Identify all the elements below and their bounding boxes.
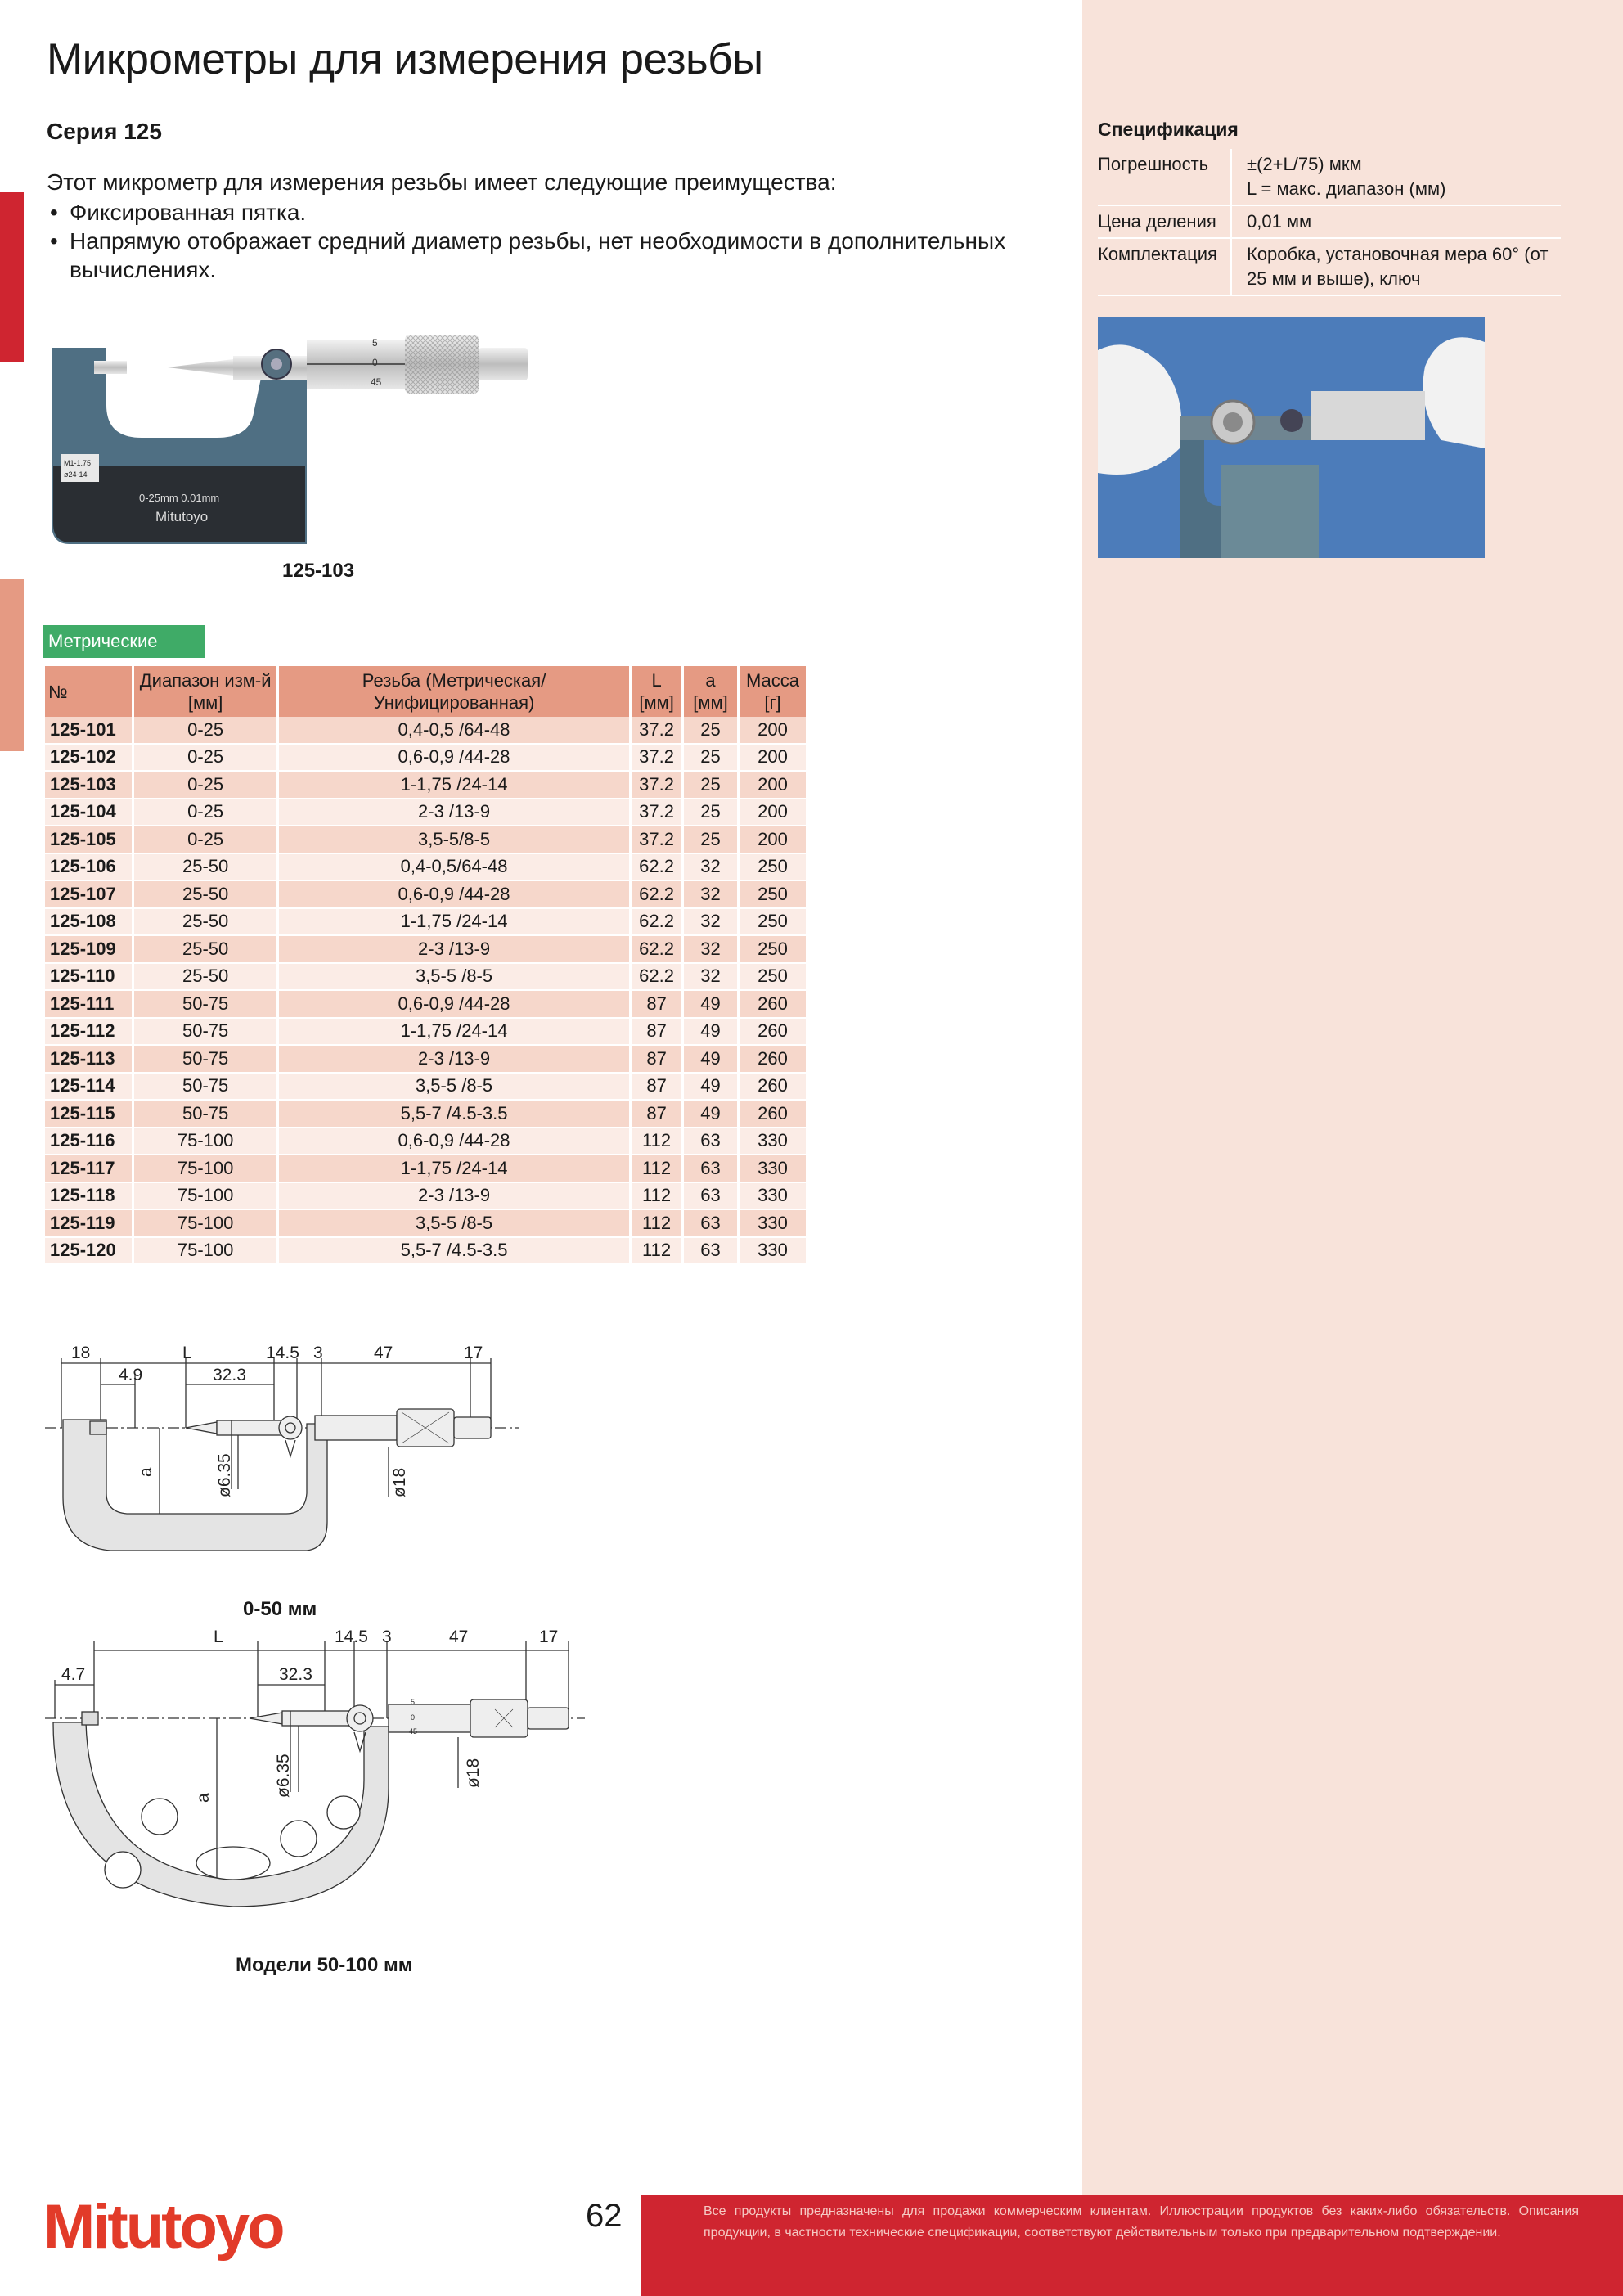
cell-a: 63 — [683, 1237, 739, 1265]
dim-label: ø18 — [464, 1758, 483, 1788]
table-row — [45, 990, 807, 1018]
cell-L: 112 — [631, 1237, 683, 1265]
dim-label: 17 — [539, 1627, 559, 1646]
intro-lead: Этот микрометр для измерения резьбы имеет следующие преимущества: — [47, 169, 837, 195]
advantage-item: • Фиксированная пятка. — [47, 198, 1053, 227]
header-thread: Резьба (Метрическая/ Унифицированная) — [278, 666, 631, 717]
cell-range: 75-100 — [133, 1128, 278, 1155]
table-row — [45, 771, 807, 799]
cell-part-no: 125-120 — [45, 1237, 133, 1265]
cell-range: 25-50 — [133, 963, 278, 991]
left-accent-bar-red — [0, 192, 24, 362]
thimble-mark: 0 — [372, 357, 378, 368]
cell-thread: 5,5-7 /4.5-3.5 — [278, 1237, 631, 1265]
spec-table — [1098, 149, 1561, 296]
cell-L: 37.2 — [631, 744, 683, 772]
cell-L: 37.2 — [631, 799, 683, 826]
frame-brand: Mitutoyo — [155, 509, 209, 524]
thimble-mark: 5 — [372, 337, 378, 349]
table-row — [45, 1237, 807, 1265]
product-table — [45, 666, 808, 1265]
dim-label: ø6.35 — [274, 1754, 293, 1798]
advantage-item: • Напрямую отображает средний диаметр резьбы, нет необходимости в дополнительных вычислениях. — [47, 227, 1053, 284]
cell-a: 49 — [683, 1100, 739, 1128]
cell-part-no: 125-106 — [45, 853, 133, 881]
table-row — [45, 1018, 807, 1046]
cell-range: 0-25 — [133, 744, 278, 772]
cell-mass: 250 — [739, 908, 807, 936]
dim-label: 17 — [464, 1344, 483, 1362]
thimble-mark: 45 — [409, 1727, 418, 1736]
table-row — [45, 908, 807, 936]
series-subtitle: Серия 125 — [47, 119, 162, 144]
page-number: 62 — [586, 2198, 623, 2234]
spec-key: Цена деления — [1098, 205, 1231, 238]
advantages-list — [47, 198, 1053, 284]
cell-L: 87 — [631, 990, 683, 1018]
cell-thread: 2-3 /13-9 — [278, 1182, 631, 1210]
drawing-caption: 0-50 мм — [243, 1598, 317, 1620]
cell-L: 37.2 — [631, 826, 683, 853]
dim-label: 4.7 — [61, 1665, 86, 1684]
cell-range: 25-50 — [133, 853, 278, 881]
cell-part-no: 125-112 — [45, 1018, 133, 1046]
cell-mass: 250 — [739, 935, 807, 963]
spec-row — [1098, 149, 1561, 205]
spec-title: Спецификация — [1098, 119, 1239, 140]
cell-a: 32 — [683, 908, 739, 936]
cell-range: 75-100 — [133, 1155, 278, 1182]
cell-mass: 200 — [739, 744, 807, 772]
drawing-50-100 — [45, 1624, 585, 1947]
cell-a: 25 — [683, 744, 739, 772]
cell-thread: 0,6-0,9 /44-28 — [278, 744, 631, 772]
cell-L: 112 — [631, 1128, 683, 1155]
header-mass: Масса [г] — [739, 666, 807, 717]
cell-mass: 250 — [739, 880, 807, 908]
cell-part-no: 125-115 — [45, 1100, 133, 1128]
cell-range: 50-75 — [133, 1073, 278, 1101]
cell-L: 37.2 — [631, 771, 683, 799]
dim-label: ø18 — [390, 1467, 409, 1497]
cell-mass: 260 — [739, 1018, 807, 1046]
cell-part-no: 125-109 — [45, 935, 133, 963]
cell-a: 49 — [683, 990, 739, 1018]
table-row — [45, 1209, 807, 1237]
cell-mass: 330 — [739, 1128, 807, 1155]
cell-mass: 260 — [739, 990, 807, 1018]
cell-part-no: 125-111 — [45, 990, 133, 1018]
table-row — [45, 799, 807, 826]
cell-thread: 5,5-7 /4.5-3.5 — [278, 1100, 631, 1128]
cell-range: 50-75 — [133, 990, 278, 1018]
spec-value — [1231, 205, 1561, 238]
cell-L: 87 — [631, 1073, 683, 1101]
cell-L: 87 — [631, 1045, 683, 1073]
cell-thread: 3,5-5 /8-5 — [278, 1073, 631, 1101]
table-header-row — [45, 666, 807, 717]
cell-L: 112 — [631, 1182, 683, 1210]
cell-thread: 3,5-5/8-5 — [278, 826, 631, 853]
usage-photo — [1098, 317, 1485, 558]
drawing-0-50 — [45, 1334, 519, 1596]
dim-label: 14.5 — [335, 1627, 368, 1646]
cell-part-no: 125-103 — [45, 771, 133, 799]
spec-key: Комплектация — [1098, 238, 1231, 295]
cell-thread: 1-1,75 /24-14 — [278, 908, 631, 936]
cell-L: 87 — [631, 1100, 683, 1128]
cell-part-no: 125-117 — [45, 1155, 133, 1182]
cell-part-no: 125-101 — [45, 717, 133, 744]
cell-range: 0-25 — [133, 799, 278, 826]
cell-L: 62.2 — [631, 908, 683, 936]
cell-a: 25 — [683, 717, 739, 744]
product-photo-125-103 — [45, 323, 589, 552]
table-row — [45, 1182, 807, 1210]
cell-mass: 200 — [739, 717, 807, 744]
spec-row — [1098, 205, 1561, 238]
cell-mass: 250 — [739, 853, 807, 881]
cell-range: 50-75 — [133, 1045, 278, 1073]
cell-thread: 1-1,75 /24-14 — [278, 771, 631, 799]
cell-thread: 1-1,75 /24-14 — [278, 1155, 631, 1182]
spec-value — [1231, 238, 1561, 295]
drawing-caption: Модели 50-100 мм — [236, 1954, 413, 1976]
spec-value — [1231, 149, 1561, 205]
table-row — [45, 1045, 807, 1073]
thimble-mark: 0 — [411, 1713, 416, 1722]
dim-label: 47 — [374, 1344, 393, 1362]
cell-part-no: 125-107 — [45, 880, 133, 908]
cell-a: 63 — [683, 1155, 739, 1182]
cell-thread: 0,6-0,9 /44-28 — [278, 1128, 631, 1155]
plate-line: M1-1.75 — [64, 459, 92, 467]
cell-part-no: 125-113 — [45, 1045, 133, 1073]
plate-line: ø24-14 — [64, 470, 88, 479]
cell-a: 25 — [683, 826, 739, 853]
cell-part-no: 125-114 — [45, 1073, 133, 1101]
cell-thread: 0,6-0,9 /44-28 — [278, 990, 631, 1018]
cell-range: 0-25 — [133, 717, 278, 744]
cell-mass: 200 — [739, 826, 807, 853]
cell-L: 62.2 — [631, 853, 683, 881]
dim-label: a — [194, 1793, 213, 1803]
header-L: L [мм] — [631, 666, 683, 717]
cell-thread: 0,4-0,5 /64-48 — [278, 717, 631, 744]
metric-tag: Метрические — [43, 625, 205, 658]
cell-a: 32 — [683, 935, 739, 963]
table-row — [45, 880, 807, 908]
cell-range: 25-50 — [133, 908, 278, 936]
cell-thread: 1-1,75 /24-14 — [278, 1018, 631, 1046]
dim-label: L — [182, 1344, 192, 1362]
left-accent-bar-salmon — [0, 579, 24, 751]
cell-L: 37.2 — [631, 717, 683, 744]
page-title: Микрометры для измерения резьбы — [47, 35, 763, 83]
cell-mass: 330 — [739, 1155, 807, 1182]
cell-a: 32 — [683, 880, 739, 908]
cell-L: 87 — [631, 1018, 683, 1046]
cell-range: 50-75 — [133, 1100, 278, 1128]
cell-thread: 2-3 /13-9 — [278, 935, 631, 963]
cell-L: 62.2 — [631, 935, 683, 963]
cell-mass: 260 — [739, 1100, 807, 1128]
cell-mass: 330 — [739, 1182, 807, 1210]
table-row — [45, 853, 807, 881]
cell-mass: 330 — [739, 1237, 807, 1265]
cell-part-no: 125-116 — [45, 1128, 133, 1155]
cell-a: 49 — [683, 1018, 739, 1046]
cell-L: 62.2 — [631, 963, 683, 991]
thimble-mark: 5 — [411, 1698, 416, 1706]
header-a: a [мм] — [683, 666, 739, 717]
spec-value-line: L = макс. диапазон (мм) — [1247, 178, 1446, 199]
cell-part-no: 125-108 — [45, 908, 133, 936]
thimble-mark: 45 — [371, 376, 382, 388]
cell-mass: 330 — [739, 1209, 807, 1237]
cell-part-no: 125-110 — [45, 963, 133, 991]
cell-a: 32 — [683, 853, 739, 881]
cell-range: 25-50 — [133, 880, 278, 908]
cell-part-no: 125-105 — [45, 826, 133, 853]
table-row — [45, 1100, 807, 1128]
table-row — [45, 744, 807, 772]
table-row — [45, 963, 807, 991]
table-row — [45, 717, 807, 744]
mitutoyo-logo: Mitutoyo — [43, 2192, 283, 2262]
cell-thread: 3,5-5 /8-5 — [278, 963, 631, 991]
cell-L: 112 — [631, 1155, 683, 1182]
table-row — [45, 935, 807, 963]
cell-part-no: 125-102 — [45, 744, 133, 772]
cell-range: 75-100 — [133, 1237, 278, 1265]
cell-a: 63 — [683, 1182, 739, 1210]
cell-mass: 200 — [739, 799, 807, 826]
spec-key: Погрешность — [1098, 149, 1231, 205]
cell-mass: 250 — [739, 963, 807, 991]
cell-mass: 200 — [739, 771, 807, 799]
dim-label: 32.3 — [213, 1366, 246, 1384]
table-row — [45, 1073, 807, 1101]
cell-thread: 0,6-0,9 /44-28 — [278, 880, 631, 908]
cell-L: 62.2 — [631, 880, 683, 908]
cell-part-no: 125-119 — [45, 1209, 133, 1237]
header-no: № — [45, 666, 133, 717]
cell-a: 49 — [683, 1045, 739, 1073]
cell-mass: 260 — [739, 1045, 807, 1073]
spec-value-line: 0,01 мм — [1247, 211, 1312, 232]
product-table-body — [45, 717, 807, 1264]
spec-value-line: ±(2+L/75) мкм — [1247, 154, 1362, 174]
dim-label: 3 — [382, 1627, 392, 1646]
cell-a: 63 — [683, 1209, 739, 1237]
cell-a: 32 — [683, 963, 739, 991]
table-row — [45, 826, 807, 853]
dim-label: 4.9 — [119, 1366, 143, 1384]
cell-a: 25 — [683, 771, 739, 799]
cell-range: 0-25 — [133, 771, 278, 799]
cell-range: 25-50 — [133, 935, 278, 963]
header-range: Диапазон изм-й [мм] — [133, 666, 278, 717]
cell-thread: 2-3 /13-9 — [278, 1045, 631, 1073]
frame-range-label: 0-25mm 0.01mm — [139, 492, 220, 504]
footer-disclaimer: Все продукты предназначены для продажи коммерческим клиентам. Иллюстрации продуктов без каких-либо обязательств. Описания продукции, в частности технические спецификации, соответствуют действительным только при предварительном подтверждении. — [704, 2204, 1579, 2240]
cell-range: 0-25 — [133, 826, 278, 853]
cell-range: 75-100 — [133, 1182, 278, 1210]
cell-part-no: 125-118 — [45, 1182, 133, 1210]
dim-label: L — [214, 1627, 223, 1646]
cell-thread: 2-3 /13-9 — [278, 799, 631, 826]
dim-label: 3 — [313, 1344, 323, 1362]
dim-label: 32.3 — [279, 1665, 312, 1684]
table-row — [45, 1155, 807, 1182]
cell-range: 75-100 — [133, 1209, 278, 1237]
spec-row — [1098, 238, 1561, 295]
cell-part-no: 125-104 — [45, 799, 133, 826]
cell-a: 25 — [683, 799, 739, 826]
spec-value-line: Коробка, установочная мера 60° (от — [1247, 244, 1549, 264]
photo-caption: 125-103 — [282, 560, 355, 582]
cell-mass: 260 — [739, 1073, 807, 1101]
table-row — [45, 1128, 807, 1155]
cell-L: 112 — [631, 1209, 683, 1237]
dim-label: 47 — [449, 1627, 469, 1646]
cell-thread: 0,4-0,5/64-48 — [278, 853, 631, 881]
dim-label: ø6.35 — [215, 1453, 234, 1497]
cell-range: 50-75 — [133, 1018, 278, 1046]
cell-a: 49 — [683, 1073, 739, 1101]
dim-label: a — [137, 1467, 155, 1477]
dim-label: 14.5 — [266, 1344, 299, 1362]
intro-text — [47, 168, 1053, 284]
dim-label: 18 — [71, 1344, 91, 1362]
cell-a: 63 — [683, 1128, 739, 1155]
spec-value-line: 25 мм и выше), ключ — [1247, 268, 1421, 289]
cell-thread: 3,5-5 /8-5 — [278, 1209, 631, 1237]
